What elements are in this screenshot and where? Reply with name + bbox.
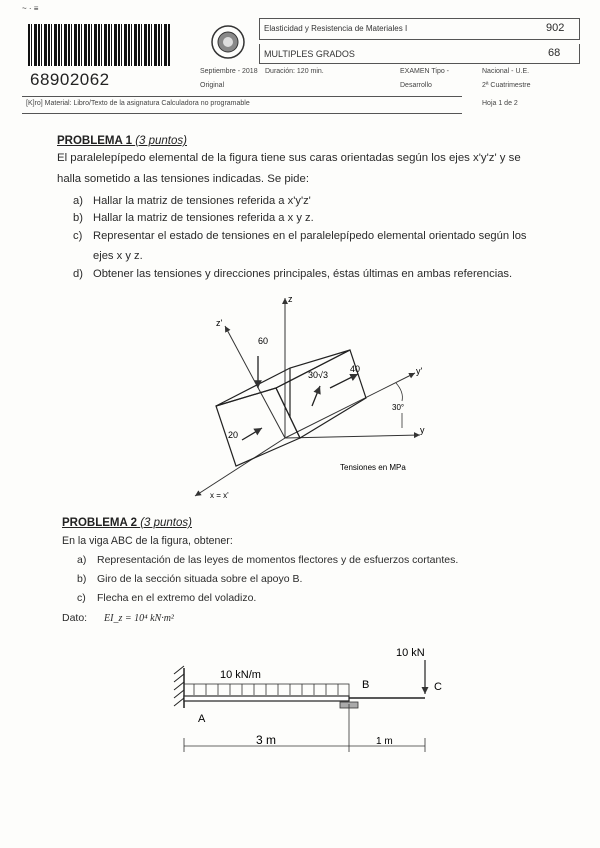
point-load-label: 10 kN xyxy=(396,647,425,659)
item-text: Representar el estado de tensiones en el paralelepípedo elemental orientado según los xyxy=(93,230,527,242)
distributed-load xyxy=(184,684,349,696)
semester: 2ª Cuatrimestre xyxy=(482,82,531,89)
exam-type-detail: Desarrollo xyxy=(400,82,432,89)
point-b-label: B xyxy=(362,679,370,691)
point-a-label: A xyxy=(198,713,206,725)
problem1-intro-1: El paralelepípedo elemental de la figura tiene sus caras orientadas según los ejes x'y'z' y se xyxy=(57,152,521,164)
z-label: z xyxy=(288,294,293,304)
problem2-figure xyxy=(170,640,450,760)
len-ab-label: 3 m xyxy=(256,733,277,747)
item-text: Obtener las tensiones y direcciones principales, éstas últimas en ambas referencias. xyxy=(93,268,513,280)
university-seal-icon xyxy=(210,24,246,60)
degrees: MULTIPLES GRADOS xyxy=(264,49,355,59)
item-text: ejes x y z. xyxy=(93,250,143,262)
session: Septiembre - 2018 xyxy=(200,68,258,75)
problem2-item-b xyxy=(77,573,302,585)
barcode-number: 68902062 xyxy=(30,70,110,89)
session-type: Original xyxy=(200,82,225,89)
page-number: Hoja 1 de 2 xyxy=(482,100,518,107)
data-label: Dato: xyxy=(62,612,88,624)
item-text: Hallar la matriz de tensiones referida a x y z. xyxy=(93,212,314,224)
item-label: c) xyxy=(77,592,86,604)
problem1-title xyxy=(57,135,187,147)
yp-label: y' xyxy=(416,366,423,376)
material-row xyxy=(22,96,462,114)
item-text: Hallar la matriz de tensiones referida a x'y'z' xyxy=(93,195,311,207)
problem2-intro: En la viga ABC de la figura, obtener: xyxy=(62,535,233,547)
s20-label: 20 xyxy=(228,430,239,440)
exam-header xyxy=(22,18,580,116)
stress-30-arrow xyxy=(312,386,320,406)
item-text: Giro de la sección situada sobre el apoyo B. xyxy=(97,573,303,585)
problem1-item-b xyxy=(73,212,314,224)
problem2-title xyxy=(62,517,192,529)
x-label: x = x' xyxy=(210,491,229,500)
item-text: Representación de las leyes de momentos flectores y de esfuerzos cortantes. xyxy=(97,554,459,566)
problem1-title-text: PROBLEMA 1 xyxy=(57,135,132,147)
scope: Nacional - U.E. xyxy=(482,68,530,75)
y-label: y xyxy=(420,425,425,435)
item-label: c) xyxy=(73,230,83,242)
problem1-points: (3 puntos) xyxy=(135,135,187,147)
subject: Elasticidad y Resistencia de Materiales I xyxy=(264,24,408,33)
material: [K]ro] Material: Libro/Texto de la asignatura Calculadora no programable xyxy=(26,100,250,107)
stress-40-arrow xyxy=(330,374,358,388)
duration: Duración: 120 min. xyxy=(265,68,324,75)
item-text: Flecha en el extremo del voladizo. xyxy=(97,592,257,604)
x-axis xyxy=(195,438,285,496)
item-label: b) xyxy=(73,212,83,224)
zp-axis xyxy=(225,326,285,438)
problem2-item-a xyxy=(77,554,458,566)
dist-load-label: 10 kN/m xyxy=(220,669,261,681)
load-arrows xyxy=(194,684,338,695)
problem1-item-c xyxy=(73,230,527,242)
stress-20-arrow xyxy=(242,428,262,440)
item-label: a) xyxy=(73,195,83,207)
zp-label: z' xyxy=(216,318,223,328)
s30-label: 30√3 xyxy=(308,370,328,380)
problem2-title-text: PROBLEMA 2 xyxy=(62,517,137,529)
problem1-item-a xyxy=(73,195,311,207)
item-label: b) xyxy=(77,573,87,585)
fixed-support xyxy=(174,666,184,708)
problem1-item-c-cont xyxy=(73,250,143,262)
subject-cell xyxy=(259,18,580,40)
item-label: a) xyxy=(77,554,87,566)
parallelepiped xyxy=(216,350,366,466)
beam-ab xyxy=(184,696,349,701)
angle-arc xyxy=(396,383,402,401)
problem2-item-c xyxy=(77,592,256,604)
problem1-figure xyxy=(180,288,460,508)
item-label: d) xyxy=(73,268,83,280)
barcode xyxy=(28,24,170,66)
data-value: EI_z = 10⁴ kN·m² xyxy=(104,613,174,624)
problem1-item-d xyxy=(73,268,512,280)
exam-type: EXAMEN Tipo - xyxy=(400,68,450,75)
degrees-cell xyxy=(259,44,580,64)
corner-mark: ~ · ≡ xyxy=(22,4,39,13)
angle-label: 30° xyxy=(392,403,405,412)
s60-label: 60 xyxy=(258,336,269,346)
figure-caption: Tensiones en MPa xyxy=(340,463,406,472)
problem2-data xyxy=(62,612,174,624)
len-bc-label: 1 m xyxy=(376,736,393,747)
exam-number: 68 xyxy=(548,47,561,59)
subject-code: 902 xyxy=(546,22,565,34)
s40-label: 40 xyxy=(350,364,361,374)
problem2-points: (3 puntos) xyxy=(140,517,192,529)
problem1-intro-2: halla sometido a las tensiones indicadas. Se pide: xyxy=(57,173,310,185)
point-c-label: C xyxy=(434,681,442,693)
